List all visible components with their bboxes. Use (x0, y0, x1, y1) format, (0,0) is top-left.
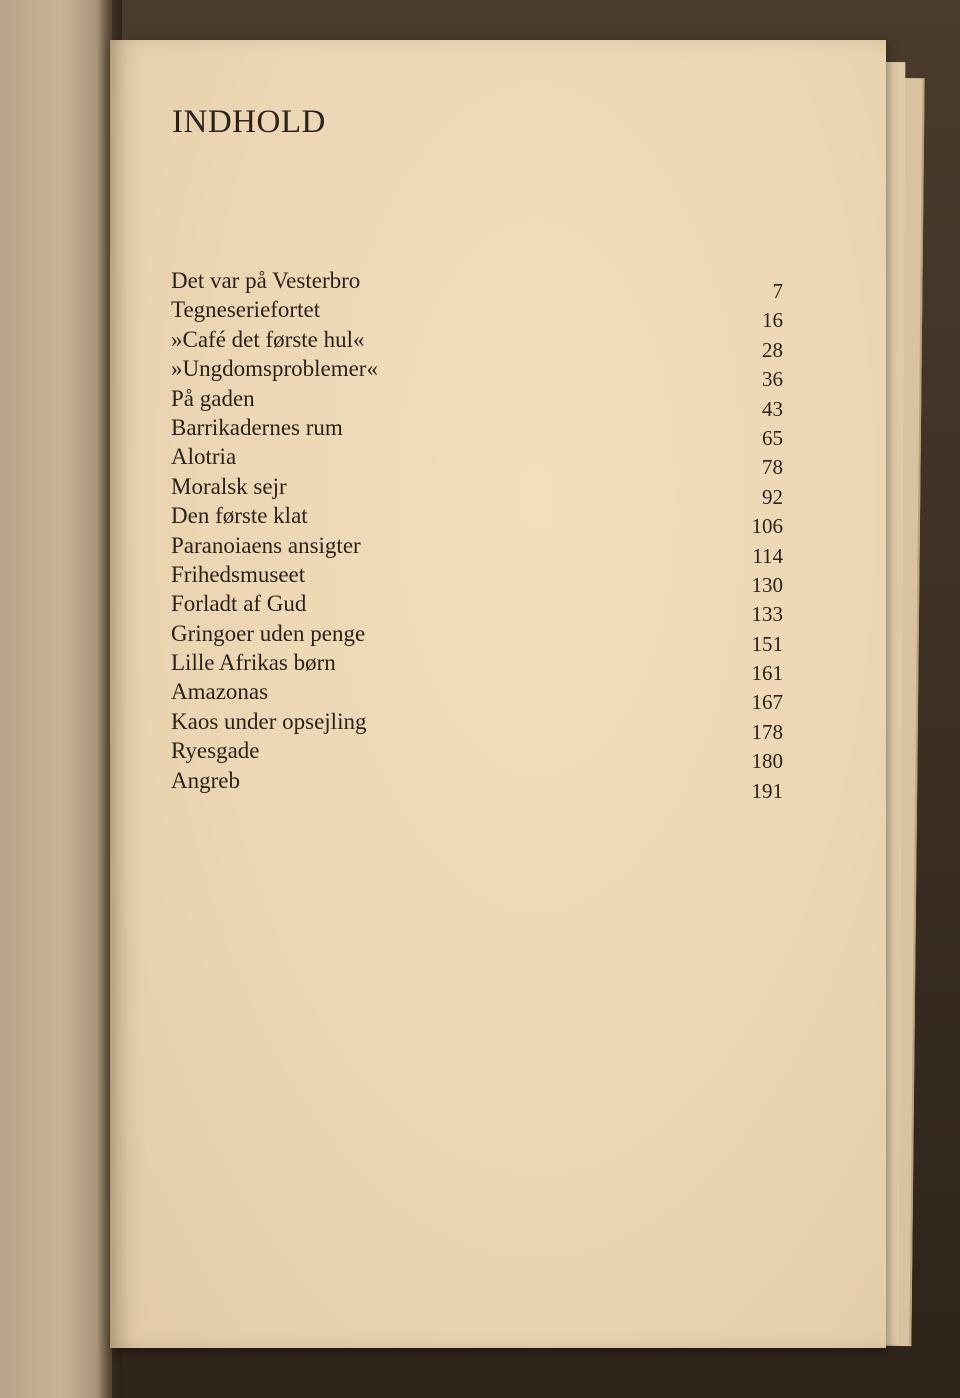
page-number: 106 (751, 514, 783, 539)
toc-entry (171, 354, 783, 392)
chapter-title: »Café det første hul« (171, 326, 365, 352)
chapter-title: Amazonas (171, 679, 269, 705)
toc-entry (171, 560, 783, 597)
page-number: 151 (751, 631, 783, 656)
toc-entry (171, 266, 783, 303)
toc-entry (171, 766, 783, 803)
toc-entry (171, 384, 783, 421)
chapter-title: Gringoer uden penge (171, 620, 366, 646)
page-number: 161 (751, 661, 783, 686)
page-title: INDHOLD (172, 104, 326, 140)
chapter-title: Kaos under opsejling (171, 708, 367, 734)
page-number: 167 (751, 690, 783, 715)
toc-entry (171, 472, 783, 509)
page-number: 16 (762, 308, 783, 333)
chapter-title: Lille Afrikas børn (171, 650, 336, 676)
chapter-title: Det var på Vesterbro (171, 268, 361, 293)
toc-entry (171, 589, 783, 627)
contents-page (110, 40, 886, 1348)
chapter-title: Moralsk sejr (171, 473, 287, 499)
toc-entry (171, 295, 783, 333)
page-number: 133 (751, 602, 783, 627)
page-number: 36 (762, 367, 783, 392)
page-number: 92 (762, 484, 783, 509)
chapter-title: Tegneseriefortet (171, 297, 321, 323)
chapter-title: Angreb (171, 767, 240, 793)
toc-entry (171, 619, 783, 656)
toc-entry (171, 736, 783, 774)
toc-entry (171, 531, 783, 568)
chapter-title: På gaden (171, 385, 255, 411)
chapter-title: Den første klat (171, 503, 308, 529)
chapter-title: Alotria (171, 444, 237, 470)
page-number: 191 (751, 778, 783, 803)
toc-entry (171, 442, 783, 480)
toc-entry (171, 677, 783, 715)
toc-entry (171, 648, 783, 686)
chapter-title: Paranoiaens ansigter (171, 532, 361, 558)
table-of-contents (171, 266, 783, 803)
chapter-title: Forladt af Gud (171, 591, 307, 617)
page-number: 28 (762, 337, 783, 362)
toc-entry (171, 707, 783, 744)
chapter-title: Ryesgade (171, 738, 260, 764)
page-number: 114 (752, 543, 783, 568)
page-number: 78 (762, 455, 783, 480)
page-number: 43 (762, 396, 783, 421)
chapter-title: »Ungdomsproblemer« (171, 356, 378, 382)
page-number: 65 (762, 425, 783, 450)
page-number: 130 (751, 572, 783, 597)
toc-entry (171, 325, 783, 362)
page-number: 180 (751, 749, 783, 774)
toc-entry (171, 413, 783, 450)
toc-entry (171, 501, 783, 539)
chapter-title: Frihedsmuseet (171, 561, 306, 587)
page-number: 178 (751, 719, 783, 744)
page-number: 7 (772, 279, 783, 303)
chapter-title: Barrikadernes rum (171, 414, 343, 440)
